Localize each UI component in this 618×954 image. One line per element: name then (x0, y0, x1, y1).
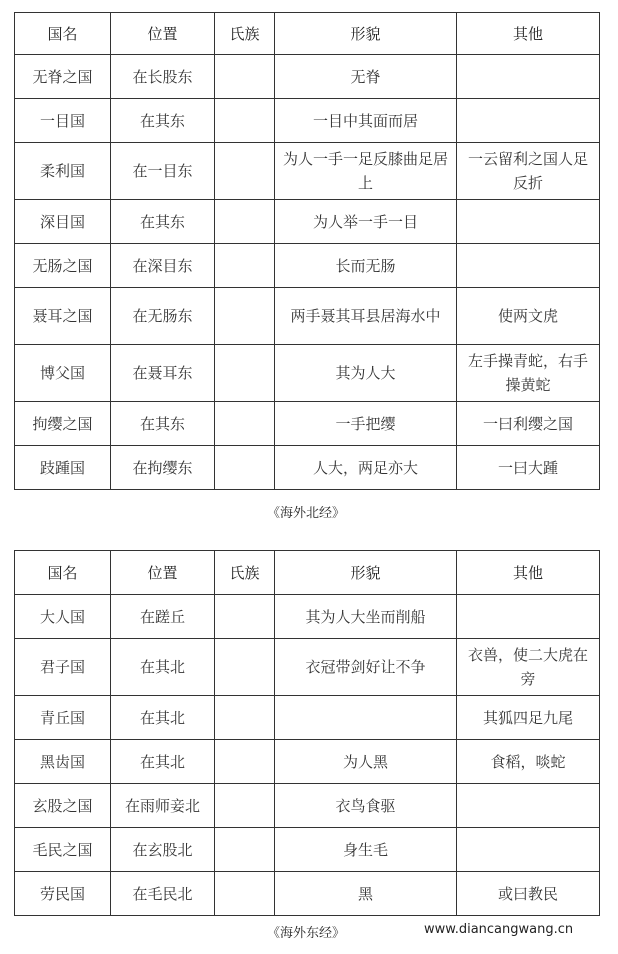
cell-location: 在其东 (111, 200, 215, 244)
cell-other: 一曰利缨之国 (457, 402, 600, 446)
cell-country: 玄股之国 (15, 784, 111, 828)
table-row (15, 696, 600, 740)
table-row (15, 872, 600, 916)
table-row (15, 784, 600, 828)
cell-other (457, 828, 600, 872)
cell-other: 食稻，啖蛇 (457, 740, 600, 784)
cell-location: 在无肠东 (111, 288, 215, 345)
cell-other: 左手操青蛇，右手操黄蛇 (457, 345, 600, 402)
table-row (15, 244, 600, 288)
cell-country: 拘缨之国 (15, 402, 111, 446)
cell-country: 毛民之国 (15, 828, 111, 872)
cell-appearance: 一手把缨 (275, 402, 457, 446)
cell-appearance: 为人一手一足反膝曲足居上 (275, 143, 457, 200)
table-caption-haiwai-dongjing: 《海外东经》 (267, 926, 346, 941)
watermark-url: www.diancangwang.cn (424, 922, 574, 937)
cell-clan (215, 828, 275, 872)
table-haiwai-beijing (14, 12, 600, 490)
cell-country: 一目国 (15, 99, 111, 143)
cell-appearance: 为人举一手一目 (275, 200, 457, 244)
table-row (15, 99, 600, 143)
cell-country: 青丘国 (15, 696, 111, 740)
cell-location: 在拘缨东 (111, 446, 215, 490)
cell-appearance (275, 696, 457, 740)
cell-clan (215, 402, 275, 446)
cell-location: 在深目东 (111, 244, 215, 288)
cell-appearance: 黑 (275, 872, 457, 916)
cell-clan (215, 345, 275, 402)
col-header-appearance: 形貌 (275, 551, 457, 595)
cell-clan (215, 244, 275, 288)
col-header-name: 国名 (15, 551, 111, 595)
col-header-clan: 氏族 (215, 551, 275, 595)
cell-appearance: 两手聂其耳县居海水中 (275, 288, 457, 345)
cell-appearance: 衣鸟食驱 (275, 784, 457, 828)
cell-clan (215, 740, 275, 784)
col-header-appearance: 形貌 (275, 13, 457, 55)
cell-appearance: 其为人大 (275, 345, 457, 402)
table-row (15, 143, 600, 200)
cell-location: 在其东 (111, 402, 215, 446)
cell-appearance: 衣冠带剑好让不争 (275, 639, 457, 696)
col-header-other: 其他 (457, 13, 600, 55)
cell-appearance: 身生毛 (275, 828, 457, 872)
cell-other (457, 55, 600, 99)
cell-country: 聂耳之国 (15, 288, 111, 345)
cell-country: 博父国 (15, 345, 111, 402)
cell-country: 君子国 (15, 639, 111, 696)
table-row (15, 345, 600, 402)
cell-location: 在毛民北 (111, 872, 215, 916)
cell-clan (215, 288, 275, 345)
cell-other (457, 244, 600, 288)
col-header-other: 其他 (457, 551, 600, 595)
cell-clan (215, 446, 275, 490)
cell-clan (215, 595, 275, 639)
cell-other: 使两文虎 (457, 288, 600, 345)
cell-other: 或曰教民 (457, 872, 600, 916)
table-row (15, 200, 600, 244)
cell-location: 在聂耳东 (111, 345, 215, 402)
cell-location: 在一目东 (111, 143, 215, 200)
table-row (15, 288, 600, 345)
table-row (15, 595, 600, 639)
table-row (15, 446, 600, 490)
cell-location: 在蹉丘 (111, 595, 215, 639)
cell-country: 劳民国 (15, 872, 111, 916)
cell-country: 深目国 (15, 200, 111, 244)
cell-location: 在雨师妾北 (111, 784, 215, 828)
cell-appearance: 无脊 (275, 55, 457, 99)
cell-country: 大人国 (15, 595, 111, 639)
cell-other (457, 99, 600, 143)
col-header-clan: 氏族 (215, 13, 275, 55)
cell-clan (215, 143, 275, 200)
cell-other: 一云留利之国人足反折 (457, 143, 600, 200)
cell-other (457, 595, 600, 639)
cell-other: 其狐四足九尾 (457, 696, 600, 740)
col-header-location: 位置 (111, 551, 215, 595)
cell-clan (215, 200, 275, 244)
table-caption-haiwai-beijing: 《海外北经》 (267, 506, 346, 521)
cell-country: 黑齿国 (15, 740, 111, 784)
table-row (15, 828, 600, 872)
cell-clan (215, 639, 275, 696)
cell-appearance: 人大，两足亦大 (275, 446, 457, 490)
table-row (15, 740, 600, 784)
col-header-location: 位置 (111, 13, 215, 55)
cell-appearance: 长而无肠 (275, 244, 457, 288)
cell-location: 在玄股北 (111, 828, 215, 872)
cell-location: 在其东 (111, 99, 215, 143)
table-haiwai-dongjing (14, 550, 600, 916)
cell-country: 无脊之国 (15, 55, 111, 99)
cell-location: 在长股东 (111, 55, 215, 99)
cell-appearance: 一目中其面而居 (275, 99, 457, 143)
cell-clan (215, 784, 275, 828)
cell-appearance: 其为人大坐而削船 (275, 595, 457, 639)
table-header-row (15, 13, 600, 55)
cell-country: 无肠之国 (15, 244, 111, 288)
cell-clan (215, 696, 275, 740)
cell-other (457, 784, 600, 828)
col-header-name: 国名 (15, 13, 111, 55)
cell-appearance: 为人黑 (275, 740, 457, 784)
cell-other (457, 200, 600, 244)
table-row (15, 55, 600, 99)
table-row (15, 639, 600, 696)
cell-location: 在其北 (111, 639, 215, 696)
cell-clan (215, 872, 275, 916)
table-header-row (15, 551, 600, 595)
cell-location: 在其北 (111, 696, 215, 740)
cell-location: 在其北 (111, 740, 215, 784)
cell-other: 衣兽，使二大虎在旁 (457, 639, 600, 696)
cell-other: 一曰大踵 (457, 446, 600, 490)
cell-clan (215, 55, 275, 99)
cell-country: 跂踵国 (15, 446, 111, 490)
cell-country: 柔利国 (15, 143, 111, 200)
cell-clan (215, 99, 275, 143)
table-row (15, 402, 600, 446)
